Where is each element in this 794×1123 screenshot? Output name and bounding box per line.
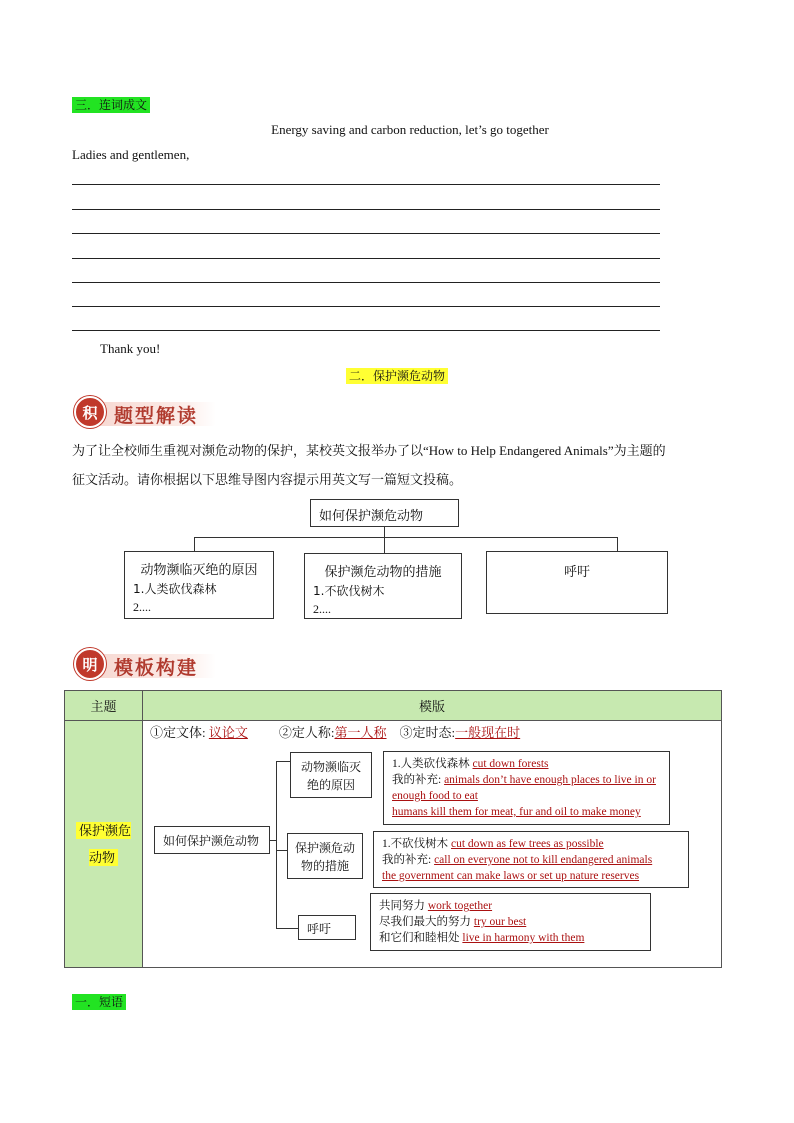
mindmap-branch-reasons <box>124 551 274 619</box>
intro-line-1: 为了让全校师生重视对濒危动物的保护，某校英文报举办了以“How to Help Endangered Animals”为主题的 <box>72 443 666 458</box>
writing-line <box>72 184 660 185</box>
topic-cell <box>65 721 143 968</box>
banner-question-analysis <box>74 396 234 430</box>
template-content-appeal: 共同努力 work together 尽我们最大的努力 try our best 和它们和睦相处 live in harmony with them <box>370 893 651 951</box>
branch-title: 保护濒危动物的措施 <box>324 564 442 579</box>
connector <box>194 537 618 538</box>
branch-item: 2.... <box>313 602 331 616</box>
banner-template-building <box>74 648 234 682</box>
connector <box>384 537 385 553</box>
branch-item: 1.不砍伐树木 <box>313 584 385 598</box>
header-topic: 主题 <box>65 691 143 721</box>
banner-badge: 明 <box>74 648 106 680</box>
mindmap-branch-measures <box>304 553 462 619</box>
connector <box>276 761 277 928</box>
connector <box>194 537 195 551</box>
connector <box>617 537 618 551</box>
writing-line <box>72 209 660 210</box>
writing-line <box>72 306 660 307</box>
writing-line <box>72 258 660 259</box>
template-root: 如何保护濒危动物 <box>154 826 270 854</box>
template-settings: ①定文体: 议论文 ②定人称:第一人称 ③定时态:一般现在时 <box>150 725 521 740</box>
salutation: Ladies and gentlemen, <box>72 147 190 162</box>
mindmap-root: 如何保护濒危动物 <box>310 499 459 527</box>
essay-title: Energy saving and carbon reduction, let’s go together <box>271 122 549 137</box>
banner-title: 题型解读 <box>114 405 199 427</box>
closing: Thank you! <box>100 341 161 356</box>
template-content-measures: 1.不砍伐树木 cut down as few trees as possible 我的补充: call on everyone not to kill endangered animals the government can make laws or set up nature reserves <box>373 831 689 888</box>
writing-line <box>72 282 660 283</box>
writing-line <box>72 330 660 331</box>
section1-label: 一．短语 <box>72 993 126 1010</box>
template-node-appeal: 呼吁 <box>298 915 356 940</box>
branch-item: 2.... <box>133 600 151 614</box>
section3-label: 三．连词成文 <box>72 96 150 113</box>
banner-badge: 积 <box>74 396 106 428</box>
connector <box>276 761 290 762</box>
branch-item: 1.人类砍伐森林 <box>133 582 217 596</box>
topic-text: 保护濒危动物 <box>76 817 132 871</box>
branch-title: 呼吁 <box>563 564 590 579</box>
branch-title: 动物濒临灭绝的原因 <box>140 562 258 577</box>
template-node-reasons: 动物濒临灭绝的原因 <box>290 752 372 798</box>
banner-title: 模板构建 <box>114 657 199 679</box>
mindmap-branch-appeal <box>486 551 668 614</box>
template-node-measures: 保护濒危动物的措施 <box>287 833 363 879</box>
connector <box>276 928 298 929</box>
writing-line <box>72 233 660 234</box>
section2-title: 二．保护濒危动物 <box>0 367 794 384</box>
template-content-reasons: 1.人类砍伐森林 cut down forests 我的补充: animals don’t have enough places to live in or enough food to eat humans kill them for meat, fur and oil to make money <box>383 751 670 825</box>
intro-line-2: 征文活动。请你根据以下思维导图内容提示用英文写一篇短文投稿。 <box>72 472 463 487</box>
header-template: 模版 <box>143 691 722 721</box>
